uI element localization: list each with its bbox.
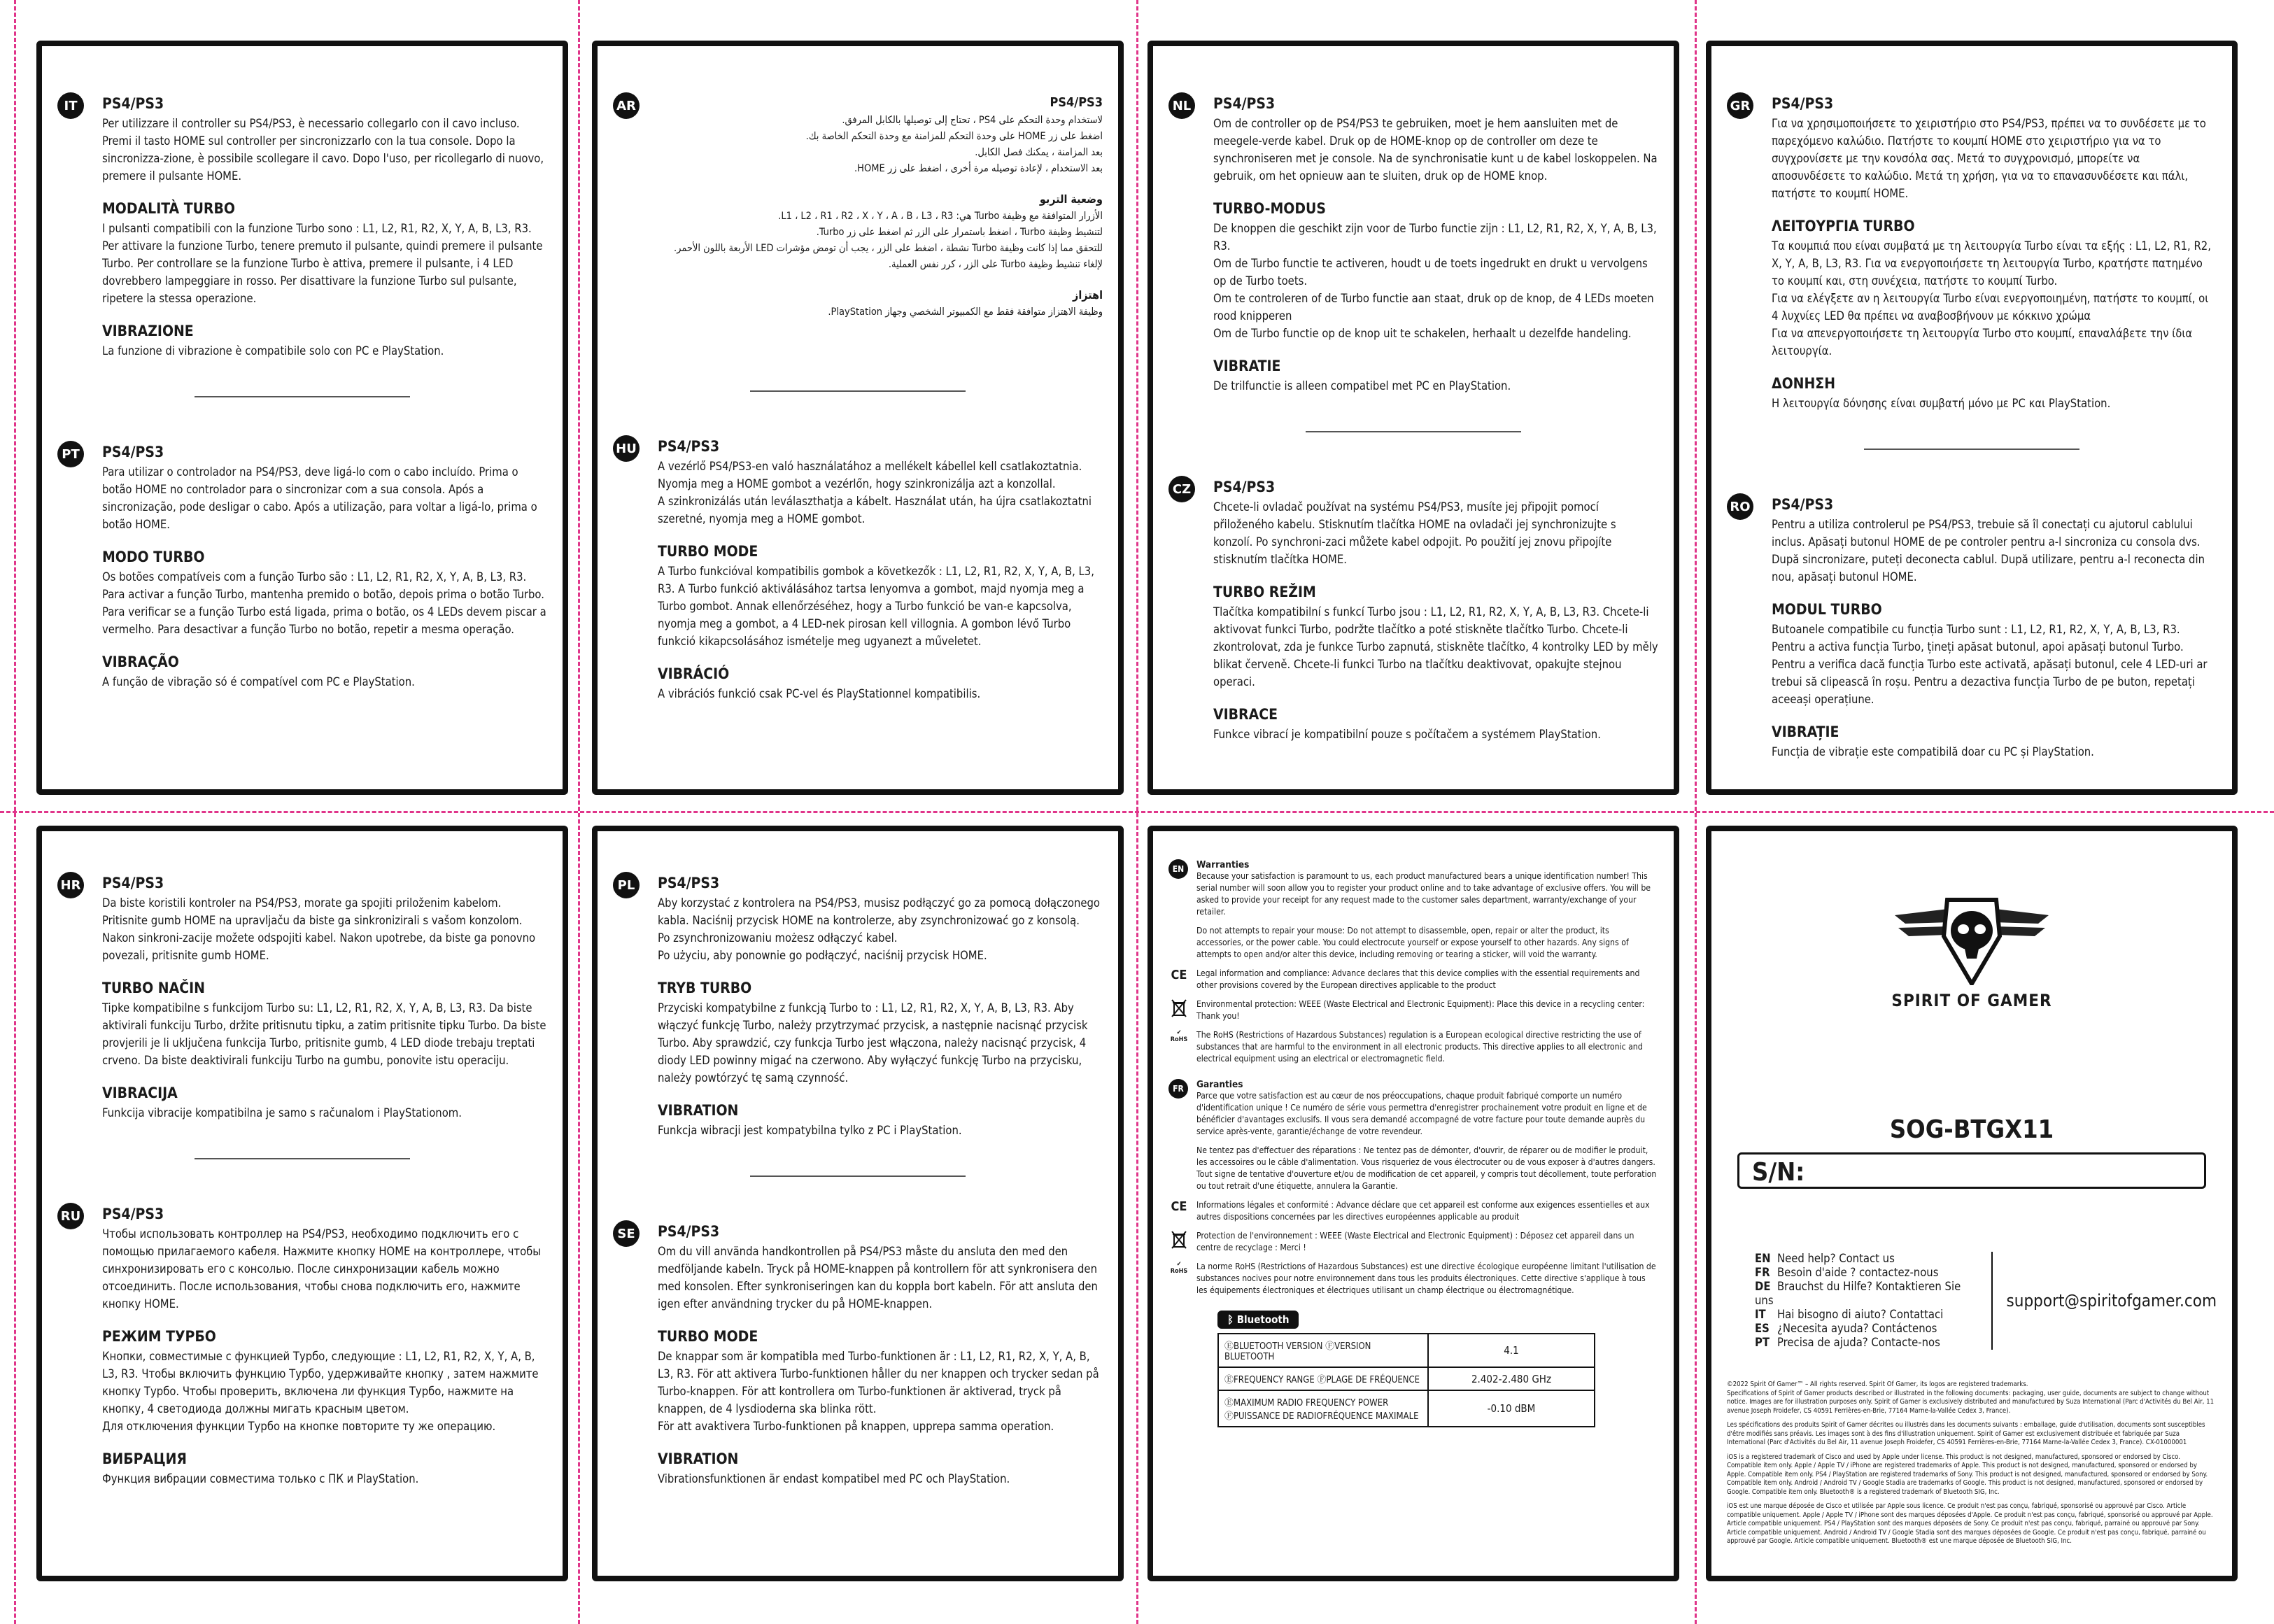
- rohs-text: The RoHS (Restrictions of Hazardous Substances) regulation is a European ecological directive restricting the use of substances that are harmful to the environment in all electronic products. This directive applies to all electronic and electrical equipment using an electrical or electromagnetic field.: [1196, 1030, 1643, 1064]
- turbo-instructions: Tlačítka kompatibilní s funkcí Turbo jsou : L1, L2, R1, R2, X, Y, A, B, L3, R3. Chcete-li aktivovat funkci Turbo, podržte tlačítko a poté stiskněte tlačítko Turbo. Chcete-li zkontrolovat, zda je funkce Turbo zapnutá, stiskněte tlačítko, 4 kontrolky LED by měly blikat červeně. Chcete-li funkci Turbo na tlačítku deaktivovat, opakujte stejnou operaci.: [1213, 605, 1658, 689]
- connect-instructions: Para utilizar o controlador na PS4/PS3, deve ligá-lo com o cabo incluído. Prima o botão HOME no controlador para o sincronizar com a sua consola. Após a sincronização, pode desligar o cabo. Após a utilização, para voltar a ligá-lo, prima o botão HOME.: [102, 465, 537, 531]
- connect-instructions: Per utilizzare il controller su PS4/PS3, è necessario collegarlo con il cavo incluso. Premi il tasto HOME sul controller per sincronizzarlo con la tua console. Dopo la sincronizza-zione, è possibile scollegare il cavo. Dopo l'uso, per ricollegarlo di nuovo, premere il pulsante HOME.: [102, 117, 544, 183]
- section-pt: [57, 444, 547, 691]
- section-ru: [57, 1206, 547, 1488]
- turbo-instructions: Butoanele compatibile cu funcția Turbo sunt : L1, L2, R1, R2, X, Y, A, B, L3, R3. Pentru a activa funcția Turbo, țineți apăsat butonul, apoi apăsați butonul Turbo. Pentru a verifica dacă funcția Turbo este activată, apăsați butonul, cele 4 LED-uri ar trebui să clipească în roșu. Pentru a dezactiva funcția Turbo de pe buton, repetați aceeași operațiune.: [1772, 623, 2208, 706]
- warranty-title: Warranties: [1196, 859, 1250, 870]
- connect-instructions: Om du vill använda handkontrollen på PS4/PS3 måste du ansluta den med den medföljande kabeln. Tryck på HOME-knappen på kontrollern för att synkronisera den med konsolen. Efter synkroniseringen kan du koppla bort kabeln. För att ansluta den igen efter användning trycker du på HOME-knappen.: [658, 1245, 1098, 1311]
- spec-label: ⒺBLUETOOTH VERSION ⒻVERSION BLUETOOTH: [1218, 1334, 1428, 1367]
- table-row: [1218, 1390, 1595, 1427]
- connect-instructions: Om de controller op de PS4/PS3 te gebruiken, moet je hem aansluiten met de meegele-verde kabel. Druk op de HOME-knop op de controller om deze te synchroniseren met je console. Na de synchronisatie kunt u de kabel loskoppelen. Na gebruik, om het opnieuw aan te sluiten, druk op de HOME knop.: [1213, 117, 1658, 183]
- legal-text: iOS is a registered trademark of Cisco and used by Apple under license. This product is not designed, manufactured, sponsored or endorsed by Cisco. Compatible item only. Apple / Apple TV / iPhone are registered trademarks of Apple. This product is not designed, manufactured, sponsored or endorsed by Apple. Compatible item only. PS4 / PlayStation are registered trademarks of Sony. This product is not designed, manufactured, sponsored or endorsed by Sony. Compatible item only. Android / Android TV / Google Stadia are trademarks of Google. This product is not designed, manufactured, sponsored or endorsed by Google. Compatible item only. Bluetooth® is a registered trademark of Bluetooth SIG, Inc.: [1727, 1453, 2208, 1496]
- vibration-text: La funzione di vibrazione è compatibile solo con PC e PlayStation.: [102, 344, 444, 358]
- turbo-instructions: Przyciski kompatybilne z funkcją Turbo to : L1, L2, R1, R2, X, Y, A, B, L3, R3. Aby włączyć funkcję Turbo, należy przytrzymać przycisk, a następnie nacisnąć przycisk Turbo. Aby sprawdzić, czy funkcja Turbo jest włączona, należy nacisnąć przycisk, 4 diody LED powinny migać na czerwono. Aby wyłączyć funkcję Turbo na przycisku, należy powtórzyć tę samą czynność.: [658, 1001, 1088, 1085]
- vibration-text: Funkcja wibracji jest kompatybilna tylko z PC i PlayStation.: [658, 1124, 962, 1137]
- panel-warranty: [1147, 826, 1679, 1581]
- language-badge: PT: [57, 441, 84, 467]
- turbo-instructions: الأزرار المتوافقة مع وظيفة Turbo هي: L1 ، L2 ، R1 ، R2 ، X ، Y ، A ، B ، L3 ، R3. لتنشيط وظيفة Turbo ، اضغط باستمرار على الزر ثم اضغط على زر Turbo. للتحقق مما إذا كانت وظيفة Turbo نشطة ، اضغط على الزر ، يجب أن تومض مؤشرات LED الأربعة باللون الأحمر. لإلغاء تنشيط وظيفة Turbo على الزر ، كرر نفس العملية.: [674, 211, 1103, 270]
- model-title: PS4/PS3: [658, 875, 720, 891]
- weee-fr: [1168, 1230, 1658, 1254]
- model-title: PS4/PS3: [1213, 95, 1276, 112]
- vibration-heading: VIBRACIJA: [102, 1085, 178, 1101]
- repair-text: Do not attempts to repair your mouse: Do not attempt to disassemble, open, repair or alter the product, its accessories, or the power cable. You could electrocute yourself or expose yourself to other hazards. Any signs of attempts to open and/or alter this device, including removing or tearing a sticker, will void the warranty.: [1196, 926, 1629, 959]
- legal-notice: [1727, 1381, 2217, 1546]
- list-item: EN Need help? Contact us: [1755, 1252, 1895, 1265]
- language-badge: SE: [613, 1220, 640, 1247]
- model-title: PS4/PS3: [102, 95, 164, 112]
- vibration-heading: VIBRATION: [658, 1102, 739, 1119]
- rohs-en: [1168, 1029, 1658, 1065]
- panel-it-pt: [36, 41, 568, 795]
- help-contact: [1727, 1252, 2217, 1350]
- turbo-heading: РЕЖИМ ТУРБО: [102, 1328, 216, 1345]
- language-badge: CZ: [1168, 476, 1195, 502]
- table-row: [1218, 1367, 1595, 1390]
- weee-en: [1168, 998, 1658, 1022]
- connect-instructions: Aby korzystać z kontrolera na PS4/PS3, musisz podłączyć go za pomocą dołączonego kabla. Naciśnij przycisk HOME na kontrolerze, aby zsynchronizować go z konsolą. Po zsynchronizowaniu możesz odłączyć kabel. Po użyciu, aby ponownie go podłączyć, naciśnij przycisk HOME.: [658, 896, 1101, 962]
- language-badge: AR: [613, 92, 640, 119]
- turbo-instructions: Tipke kompatibilne s funkcijom Turbo su: L1, L2, R1, R2, X, Y, A, B, L3, R3. Da biste aktivirali funkciju Turbo, držite pritisnutu tipku, a zatim pritisnite tipku Turbo. Da biste provjerili je li uključena funkcija Turbo, pritisnite gumb, 4 LED diode trebaju treptati crveno. Da biste deaktivirali funkciju Turbo na gumbu, ponovite istu operaciju.: [102, 1001, 546, 1067]
- skull-shield-icon: [1891, 894, 2052, 985]
- list-item: DE Brauchst du Hilfe? Kontaktieren Sie uns: [1755, 1280, 1961, 1307]
- turbo-instructions: Os botões compatíveis com a função Turbo são : L1, L2, R1, R2, X, Y, A, B, L3, R3. Para activar a função Turbo, mantenha premido o botão, depois prima o botão Turbo. Para verificar se a função Turbo está ligada, prima o botão, os 4 LEDs devem piscar a vermelho. Para desactivar a função Turbo no botão, repetir a mesma operação.: [102, 570, 546, 636]
- connect-instructions: لاستخدام وحدة التحكم على PS4 ، تحتاج إلى توصيلها بالكابل المرفق. اضغط على زر HOME على وحدة التحكم للمزامنة مع وحدة التحكم الخاصة بك. بعد المزامنة ، يمكنك فصل الكابل. بعد الاستخدام ، لإعادة توصيله مرة أخرى ، اضغط على زر HOME.: [805, 115, 1103, 174]
- divider: [195, 1158, 410, 1159]
- warranty-text: Parce que votre satisfaction est au cœur de nos préoccupations, chaque produit fabriqué comporte un numéro d'identification unique ! Ce numéro de série vous permettra d'enregistrer prochainement votre produit en ligne et de bénéficier d'avantages exclusifs. Il vous sera demandé accompagné de votre facture pour toute demande auprès du service après-vente, garantie/échange de votre revendeur.: [1196, 1091, 1647, 1136]
- language-badge: GR: [1727, 92, 1753, 119]
- language-badge: RO: [1727, 493, 1753, 520]
- vibration-text: Vibrationsfunktionen är endast kompatibel med PC och PlayStation.: [658, 1472, 1010, 1485]
- vibration-heading: VIBRATION: [658, 1450, 739, 1467]
- rohs-fr: [1168, 1261, 1658, 1297]
- rohs-icon: ✔ RoHS: [1170, 1029, 1188, 1043]
- legal-text: ©2022 Spirit Of Gamer™ – All rights reserved. Spirit Of Gamer, its logos are registered trademarks. Specifications of Spirit of Gamer products described or illustrated in the following documents: packaging, user guide, documents are subject to change without notice. Images are for illustration purposes only. Spirit of Gamer is exclusively distributed and manufactured by Suza International (Parc d'Activités du Bel Air, 11 avenue Joseph Froidefer, CS 40591 Ferrières-en-Brie, 77164 Marne-la-Vallée Cedex 3, France).: [1727, 1381, 2215, 1415]
- panel-hr-ru: [36, 826, 568, 1581]
- vibration-text: Функция вибрации совместима только с ПК и PlayStation.: [102, 1472, 419, 1485]
- vibration-heading: VIBRATIE: [1213, 358, 1281, 374]
- language-badge: NL: [1168, 92, 1195, 119]
- model-title: PS4/PS3: [1050, 95, 1103, 110]
- connect-instructions: Чтобы использовать контроллер на PS4/PS3, необходимо подключить его с помощью прилагаемого кабеля. Нажмите кнопку HOME на контроллере, чтобы синхронизировать его с консолью. После синхронизации кабель можно отсоединить. После использования, чтобы снова подключить его, нажмите кнопку HOME.: [102, 1227, 542, 1311]
- turbo-heading: وضعية التربو: [1039, 192, 1103, 206]
- vibration-heading: VIBRAZIONE: [102, 323, 194, 339]
- help-list: [1755, 1252, 1993, 1350]
- section-pl: [613, 875, 1103, 1139]
- turbo-heading: TURBO REŽIM: [1213, 584, 1316, 600]
- turbo-instructions: De knappar som är kompatibla med Turbo-funktionen är : L1, L2, R1, R2, X, Y, A, B, L3, R3. För att aktivera Turbo-funktionen håller du ner knappen och trycker sedan på Turbo-knappen. För att kontrollera om Turbo-funktionen är aktiverad, tryck på knappen, de 4 lysdioderna ska blinka rött. För att avaktivera Turbo-funktionen på knappen, upprepa samma operation.: [658, 1350, 1099, 1433]
- model-title: PS4/PS3: [102, 875, 164, 891]
- vibration-text: A vibrációs funkció csak PC-vel és PlayStationnel kompatibilis.: [658, 687, 981, 700]
- turbo-heading: TRYB TURBO: [658, 980, 752, 996]
- model-title: PS4/PS3: [1213, 479, 1276, 495]
- panel-nl-cz: [1147, 41, 1679, 795]
- bluetooth-spec-table: [1217, 1333, 1595, 1427]
- vibration-text: A função de vibração só é compatível com PC e PlayStation.: [102, 675, 415, 689]
- vibration-heading: VIBRAȚIE: [1772, 723, 1839, 740]
- spec-label: ⒺMAXIMUM RADIO FREQUENCY POWER ⒻPUISSANCE DE RADIOFRÉQUENCE MAXIMALE: [1218, 1390, 1428, 1427]
- divider: [1864, 449, 2079, 450]
- model-title: PS4/PS3: [1772, 95, 1834, 112]
- product-sku: SOG-BTGX11: [1889, 1115, 2054, 1144]
- rohs-icon: ✔ RoHS: [1170, 1261, 1188, 1275]
- weee-bin-icon: [1168, 998, 1189, 1022]
- section-ro: [1727, 496, 2217, 761]
- model-title: PS4/PS3: [102, 1206, 164, 1222]
- panel-pl-se: [592, 826, 1124, 1581]
- bluetooth-label: ᛒ Bluetooth: [1217, 1311, 1299, 1329]
- ce-fr: [1168, 1199, 1658, 1223]
- vibration-text: Funkce vibrací je kompatibilní pouze s počítačem a systémem PlayStation.: [1213, 728, 1601, 741]
- turbo-heading: TURBO MODE: [658, 1328, 758, 1345]
- language-badge: HR: [57, 872, 84, 898]
- vibration-heading: VIBRAÇÃO: [102, 654, 179, 670]
- turbo-instructions: De knoppen die geschikt zijn voor de Turbo functie zijn : L1, L2, R1, R2, X, Y, A, B, L3, R3. Om de Turbo functie te activeren, houdt u de toets ingedrukt en drukt u vervolgens op de Turbo toets. Om te controleren of de Turbo functie aan staat, druk op de knop, de 4 LEDs moeten rood knipperen Om de Turbo functie op de knop uit te schakelen, herhaalt u dezelfde handeling.: [1213, 222, 1657, 340]
- brand-name: SPIRIT OF GAMER: [1891, 991, 2052, 1010]
- list-item: FR Besoin d'aide ? contactez-nous: [1755, 1266, 1939, 1279]
- legal-text: Les spécifications des produits Spirit of Gamer décrites ou illustrés dans les documents suivants : emballage, guide d'utilisation, documents sont susceptibles d'être modifiés sans préavis. Les images sont à des fins d'illustration uniquement. Spirit of Gamer est exclusivement distribuée et fabriquée par Suza International (Parc d'Activités du Bel Air, 11 avenue Joseph Froidefer, CS 40591 Ferrières-en-Brie, 77164 Marne-la-Vallée Cedex 3, France). CX-01000001: [1727, 1421, 2205, 1446]
- weee-bin-icon: [1168, 1230, 1189, 1253]
- repair-text: Ne tentez pas d'effectuer des réparations : Ne tentez pas de démonter, d'ouvrir, de réparer ou de modifier le produit, les accessoires ou le câble d'alimentation. Vous risqueriez de vous électrocuter ou de vous exposer à d'autres dangers. Tout signe de tentative d'ouverture et/ou de modification de cet appareil, y compris tout décollement, toute perforation ou tout retrait d'une étiquette, annulera la Garantie.: [1196, 1145, 1657, 1191]
- panel-ar-hu: [592, 41, 1124, 795]
- panel-gr-ro: [1706, 41, 2238, 795]
- connect-instructions: Chcete-li ovladač používat na systému PS4/PS3, musíte jej připojit pomocí přiloženého kabelu. Stisknutím tlačítka HOME na ovladači jej synchronizujte s konzolí. Po synchroni-zaci můžete kabel odpojit. Po použití jej znovu připojíte stisknutím tlačítka HOME.: [1213, 500, 1616, 566]
- turbo-heading: TURBO-MODUS: [1213, 200, 1326, 217]
- weee-text: Environmental protection: WEEE (Waste Electrical and Electronic Equipment): Place this device in a recycling center: Thank you!: [1196, 999, 1645, 1021]
- weee-text: Protection de l'environnement : WEEE (Waste Electrical and Electronic Equipment) : Déposez cet appareil dans un centre de recyclage : Merci !: [1196, 1231, 1634, 1252]
- vibration-text: وظيفة الاهتزاز متوافقة فقط مع الكمبيوتر الشخصي وجهاز PlayStation.: [828, 306, 1103, 318]
- vibration-text: De trilfunctie is alleen compatibel met PC en PlayStation.: [1213, 379, 1511, 393]
- vibration-text: Funkcija vibracije kompatibilna je samo s računalom i PlayStationom.: [102, 1106, 462, 1120]
- serial-number-box: S/N:: [1737, 1152, 2206, 1189]
- turbo-heading: ΛΕΙΤΟΥΡΓΙΑ TURBO: [1772, 218, 1915, 234]
- language-badge: PL: [613, 872, 640, 898]
- connect-instructions: Για να χρησιμοποιήσετε το χειριστήριο στο PS4/PS3, πρέπει να το συνδέσετε με το παρεχόμενο καλώδιο. Πατήστε το κουμπί HOME στο χειριστήριο για να το συγχρονίσετε με την κονσόλα σας. Μετά το συγχρονισμό, μπορείτε να αποσυνδέσετε το καλώδιο. Μετά τη χρήση, για να το επανασυνδέσετε και πάλι, πατήστε το κουμπί HOME.: [1772, 117, 2206, 200]
- section-se: [613, 1223, 1103, 1488]
- divider: [1306, 431, 1521, 432]
- language-badge: RU: [57, 1203, 84, 1229]
- turbo-instructions: Кнопки, совместимые с функцией Турбо, следующие : L1, L2, R1, R2, X, Y, A, B, L3, R3. Чтобы включить функцию Турбо, удерживайте кнопку , затем нажмите кнопку Турбо. Чтобы проверить, включена ли функция Турбо, нажмите на кнопку, 4 светодиода должны мигать красным цветом. Для отключения функции Турбо на кнопке повторите ту же операцию.: [102, 1350, 539, 1433]
- panel-product: [1706, 826, 2238, 1581]
- vibration-heading: ВИБРАЦИЯ: [102, 1450, 187, 1467]
- turbo-instructions: A Turbo funkcióval kompatibilis gombok a következők : L1, L2, R1, R2, X, Y, A, B, L3, R3. A Turbo funkció aktiválásához tartsa lenyomva a gombot, majd nyomja meg a Turbo gombot. Annak ellenőrzéséhez, hogy a Turbo funkció be van-e kapcsolva, nyomja meg a gombot, a 4 LED-nek pirosan kell villognia. A gombon lévő Turbo funkció kikapcsolásához ismételje meg ugyanezt a műveletet.: [658, 565, 1094, 648]
- turbo-instructions: I pulsanti compatibili con la funzione Turbo sono : L1, L2, R1, R2, X, Y, A, B, L3, R3. Per attivare la funzione Turbo, tenere premuto il pulsante, quindi premere il pulsante Turbo. Per controllare se la funzione Turbo è attiva, premere il pulsante, i 4 LED dovrebbero lampeggiare in rosso. Per disattivare la funzione Turbo sul pulsante, ripetere la stessa operazione.: [102, 222, 543, 305]
- turbo-instructions: Τα κουμπιά που είναι συμβατά με τη λειτουργία Turbo είναι τα εξής : L1, L2, R1, R2, X, Y, A, B, L3, R3. Για να ενεργοποιήσετε τη λειτουργία Turbo, κρατήστε πατημένο το κουμπί και, στη συνέχεια, πατήστε το κουμπί Turbo. Για να ελέγξετε αν η λειτουργία Turbo είναι ενεργοποιημένη, πατήστε το κουμπί, οι 4 λυχνίες LED θα πρέπει να αναβοσβήνουν με κόκκινο χρώμα Για να απενεργοποιήσετε τη λειτουργία Turbo στο κουμπί, επαναλάβετε την ίδια λειτουργία.: [1772, 239, 2211, 358]
- rohs-text: La norme RoHS (Restrictions of Hazardous Substances) est une directive écologique européenne limitant l'utilisation de substances nocives pour notre environnement dans tous les produits électroniques. Cette directive s'applique à tous les équipements électroniques et électriques utilisant un champ électrique ou électromagnétique.: [1196, 1262, 1656, 1295]
- vibration-heading: اهتزاز: [1073, 288, 1103, 302]
- section-hu: [613, 438, 1103, 702]
- connect-instructions: Pentru a utiliza controlerul pe PS4/PS3, trebuie să îl conectați cu ajutorul cablului inclus. Apăsați butonul HOME de pe controler pentru a-l sincroniza cu consola dvs. După sincronizare, puteți deconecta cablul. După utilizare, pentru a-l reconecta din nou, apăsați butonul HOME.: [1772, 518, 2205, 584]
- language-badge: EN: [1168, 859, 1188, 879]
- connect-instructions: Da biste koristili kontroler na PS4/PS3, morate ga spojiti priloženim kabelom. Pritisnite gumb HOME na upravljaču da biste ga sinkronizirali s vašom konzolom. Nakon sinkroni-zacije možete odspojiti kabel. Nakon upotrebe, da biste ga ponovno povezali, pritisnite gumb HOME.: [102, 896, 536, 962]
- section-cz: [1168, 479, 1658, 743]
- warranty-en: [1168, 859, 1658, 961]
- ce-mark-icon: CE: [1171, 1199, 1187, 1214]
- ce-text: Legal information and compliance: Advance declares that this device complies with the essential requirements and other provisions covered by the European directives applicable to the product: [1196, 968, 1640, 990]
- language-badge: FR: [1168, 1079, 1188, 1099]
- divider: [750, 1175, 966, 1177]
- model-title: PS4/PS3: [102, 444, 164, 460]
- turbo-heading: TURBO MODE: [658, 543, 758, 560]
- legal-text: iOS est une marque déposée de Cisco et utilisée par Apple sous licence. Ce produit n'est pas conçu, fabriqué, sponsorisé ou approuvé par Cisco. Article compatible uniquement. Apple / Apple TV / iPhone sont des marques déposées d'Apple. Ce produit n'est pas conçu, fabriqué, sponsorisé ou approuvé par Apple. Article compatible uniquement. PS4 / PlayStation sont des marques déposées de Sony. Ce produit n'est pas conçu, fabriqué, parrainé ou approuvé par Sony. Article compatible uniquement. Android / Android TV / Google Stadia sont des marques déposées de Google. Ce produit n'est pas conçu, fabriqué, parrainé ou approuvé par Google. Article compatible uniquement. Bluetooth® est une marque déposée de Bluetooth SIG, Inc.: [1727, 1502, 2213, 1545]
- language-badge: HU: [613, 435, 640, 462]
- list-item: IT Hai bisogno di aiuto? Contattaci: [1755, 1308, 1944, 1321]
- warranty-title: Garanties: [1196, 1079, 1243, 1090]
- turbo-heading: MODALITÀ TURBO: [102, 200, 235, 217]
- vibration-text: Funcția de vibrație este compatibilă doar cu PC și PlayStation.: [1772, 745, 2094, 758]
- warranty-fr: [1168, 1079, 1658, 1192]
- ce-text: Informations légales et conformité : Advance déclare que cet appareil est conforme aux exigences essentielles et aux autres dispositions concernées par les directives européennes applicable au produit: [1196, 1200, 1650, 1222]
- turbo-heading: MODO TURBO: [102, 549, 205, 565]
- turbo-heading: MODUL TURBO: [1772, 601, 1882, 618]
- language-badge: IT: [57, 92, 84, 119]
- spec-value: 4.1: [1428, 1334, 1595, 1367]
- vibration-text: Η λειτουργία δόνησης είναι συμβατή μόνο με PC και PlayStation.: [1772, 397, 2111, 410]
- section-it: [57, 95, 547, 360]
- list-item: ES ¿Necesita ayuda? Contáctenos: [1755, 1322, 1937, 1335]
- model-title: PS4/PS3: [658, 1223, 720, 1240]
- divider: [750, 390, 966, 392]
- bluetooth-icon: ᛒ: [1227, 1313, 1237, 1326]
- section-nl: [1168, 95, 1658, 395]
- connect-instructions: A vezérlő PS4/PS3-en való használatához a mellékelt kábellel kell csatlakoztatnia. Nyomja meg a HOME gombot a vezérlőn, hogy szinkronizálja azt a konzollal. A szinkronizálás után leválaszthatja a kábelt. Használat után, ha újra csatlakoztatni szeretné, nyomja meg a HOME gombot.: [658, 460, 1092, 525]
- cut-line-horizontal: [0, 811, 2274, 813]
- section-ar: [613, 95, 1103, 320]
- ce-en: [1168, 968, 1658, 991]
- list-item: PT Precisa de ajuda? Contacte-nos: [1755, 1336, 1940, 1349]
- model-title: PS4/PS3: [1772, 496, 1834, 513]
- vibration-heading: VIBRÁCIÓ: [658, 665, 730, 682]
- section-gr: [1727, 95, 2217, 412]
- section-hr: [57, 875, 547, 1122]
- vibration-heading: VIBRACE: [1213, 706, 1278, 723]
- spec-value: -0.10 dBM: [1428, 1390, 1595, 1427]
- table-row: [1218, 1334, 1595, 1367]
- ce-mark-icon: CE: [1171, 968, 1187, 982]
- warranty-text: Because your satisfaction is paramount to us, each product manufactured bears a unique identification number! This serial number will soon allow you to register your product online and to take advantage of exclusive offers. You will be asked to provide your receipt for any request made to the customer sales department, warranty/exchange of your retailer.: [1196, 871, 1651, 917]
- brand-logo: [1727, 894, 2217, 1010]
- model-title: PS4/PS3: [658, 438, 720, 455]
- spec-value: 2.402-2.480 GHz: [1428, 1367, 1595, 1390]
- support-email: support@spiritofgamer.com: [2006, 1291, 2217, 1311]
- vibration-heading: ΔΟΝΗΣΗ: [1772, 375, 1836, 392]
- divider: [195, 396, 410, 397]
- turbo-heading: TURBO NAČIN: [102, 980, 205, 996]
- spec-label: ⒺFREQUENCY RANGE ⒻPLAGE DE FRÉQUENCE: [1218, 1367, 1428, 1390]
